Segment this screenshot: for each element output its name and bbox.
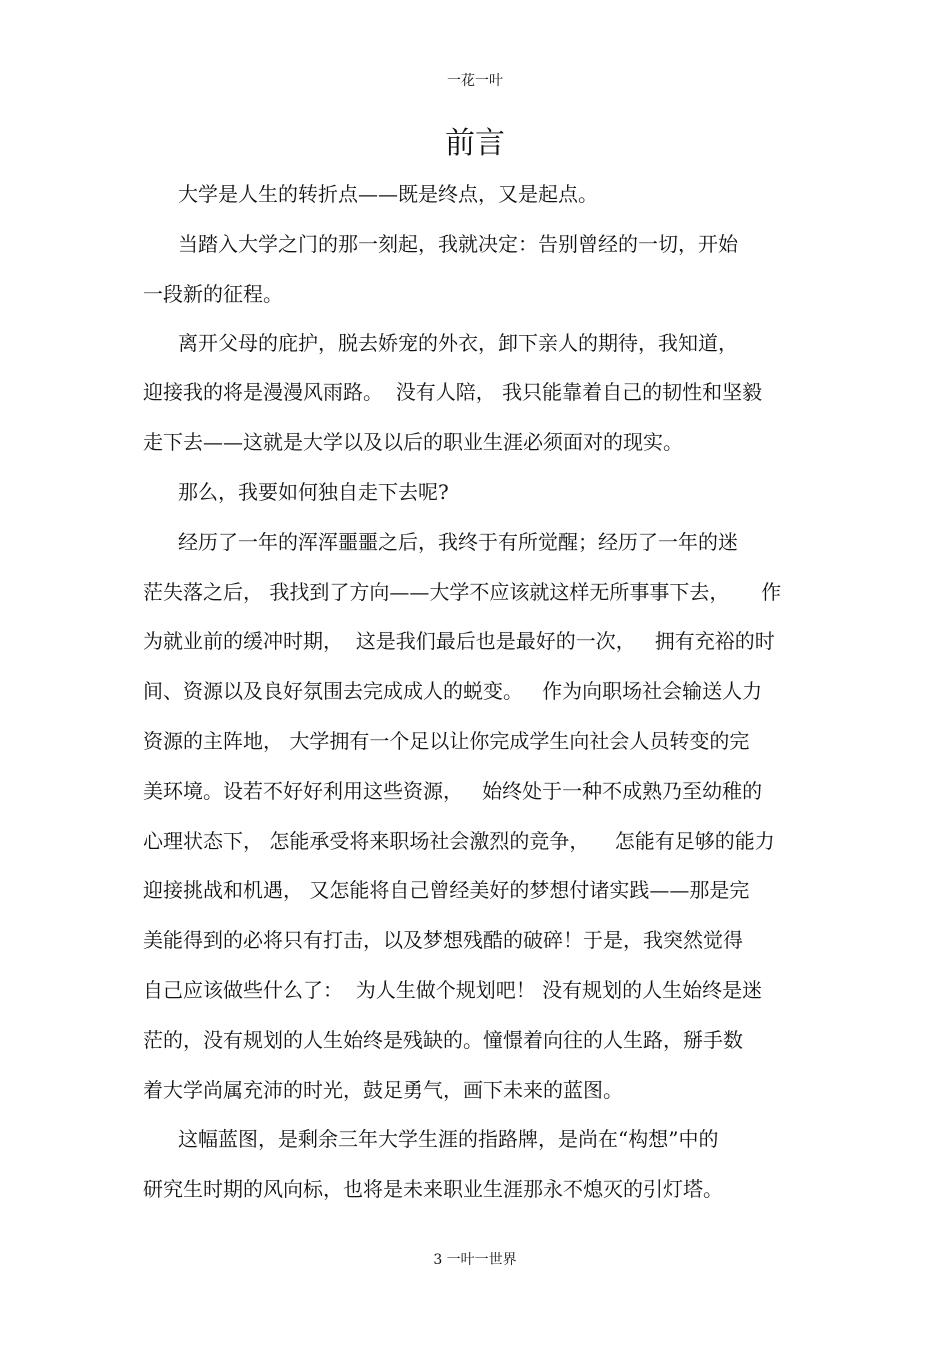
running-header: 一花一叶 xyxy=(447,73,503,89)
paragraph-line: 心理状态下， 怎能承受将来职场社会激烈的竞争， 怎能有足够的能力 xyxy=(143,829,775,853)
page-footer: 3 一叶一世界 xyxy=(433,1252,517,1268)
paragraph-line: 为就业前的缓冲时期， 这是我们最后也是最好的一次， 拥有充裕的时 xyxy=(143,629,775,653)
paragraph-line: 间、资源以及良好氛围去完成成人的蜕变。 作为向职场社会输送人力 xyxy=(143,679,763,703)
paragraph-line: 着大学尚属充沛的时光，鼓足勇气，画下未来的蓝图。 xyxy=(143,1078,623,1102)
paragraph-line: 迎接我的将是漫漫风雨路。 没有人陪， 我只能靠着自己的韧性和坚毅 xyxy=(143,380,763,404)
paragraph-line: 美环境。设若不好好利用这些资源， 始终处于一种不成熟乃至幼稚的 xyxy=(143,779,763,803)
paragraph-line: 这幅蓝图，是剩余三年大学生涯的指路牌，是尚在“构想”中的 xyxy=(178,1127,719,1151)
paragraph-line: 大学是人生的转折点——既是终点，又是起点。 xyxy=(178,182,598,206)
paragraph-line: 那么，我要如何独自走下去呢? xyxy=(178,480,449,504)
paragraph-line: 经历了一年的浑浑噩噩之后，我终于有所觉醒；经历了一年的迷 xyxy=(178,530,738,554)
paragraph-line: 资源的主阵地， 大学拥有一个足以让你完成学生向社会人员转变的完 xyxy=(143,729,750,753)
paragraph-line: 自己应该做些什么了： 为人生做个规划吧！ 没有规划的人生始终是迷 xyxy=(143,978,763,1002)
paragraph-line: 迎接挑战和机遇， 又怎能将自己曾经美好的梦想付诸实践——那是完 xyxy=(143,878,750,902)
page-title: 前言 xyxy=(445,126,505,161)
paragraph-line: 茫的，没有规划的人生始终是残缺的。憧憬着向往的人生路，掰手数 xyxy=(143,1028,743,1052)
paragraph-line: 走下去——这就是大学以及以后的职业生涯必须面对的现实。 xyxy=(143,430,683,454)
paragraph-line: 研究生时期的风向标，也将是未来职业生涯那永不熄灭的引灯塔。 xyxy=(143,1177,723,1201)
paragraph-line: 美能得到的必将只有打击，以及梦想残酷的破碎！于是，我突然觉得 xyxy=(143,928,743,952)
paragraph-line: 当踏入大学之门的那一刻起，我就决定：告别曾经的一切，开始 xyxy=(178,232,738,256)
paragraph-line: 一段新的征程。 xyxy=(143,282,283,306)
paragraph-line: 茫失落之后， 我找到了方向——大学不应该就这样无所事事下去， 作 xyxy=(143,580,782,604)
paragraph-line: 离开父母的庇护，脱去娇宠的外衣，卸下亲人的期待，我知道， xyxy=(178,331,738,355)
